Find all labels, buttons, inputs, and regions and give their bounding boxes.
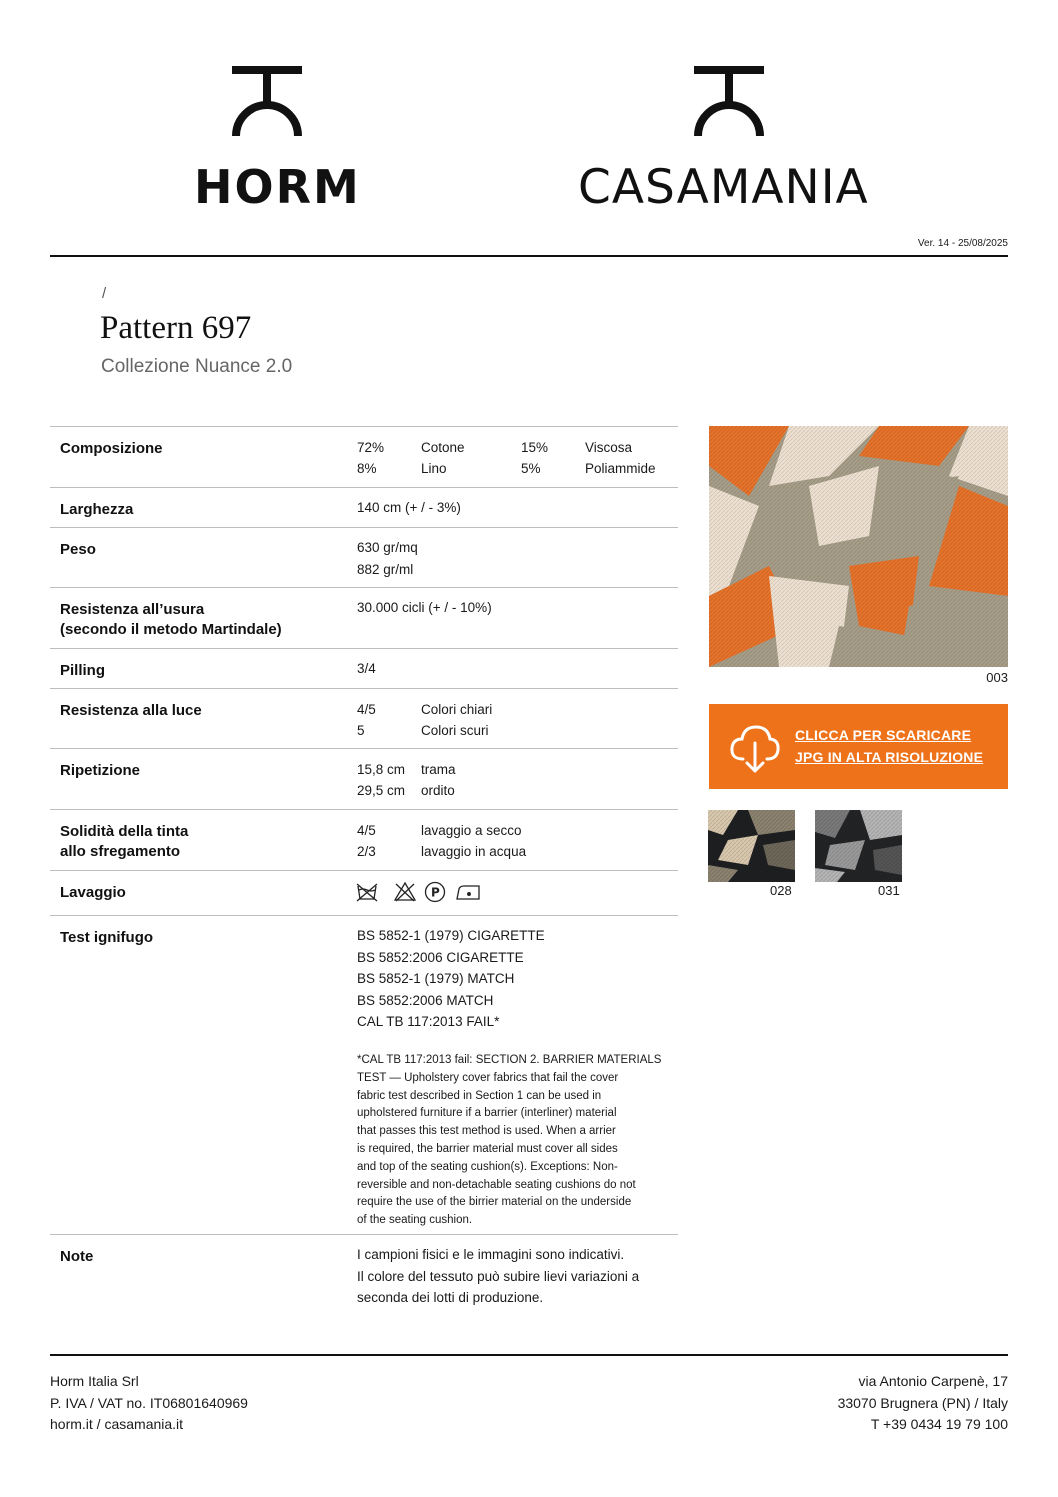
spec-value: Cotone (421, 440, 465, 455)
footnote-line: upholstered furniture if a barrier (interliner) material (357, 1107, 617, 1120)
spec-value: 882 gr/ml (357, 562, 414, 577)
spec-label: Pilling (60, 662, 105, 679)
fire-test-item: BS 5852-1 (1979) CIGARETTE (357, 928, 545, 943)
spec-value: 3/4 (357, 661, 376, 676)
spec-label-line: Resistenza all’usura (60, 601, 205, 618)
spec-value: 29,5 cm (357, 783, 406, 798)
no-wash-icon (357, 884, 377, 901)
spec-label (60, 600, 282, 640)
iron-low-icon (457, 886, 479, 899)
spec-row-ignifugo (50, 915, 678, 1235)
spec-label (60, 822, 188, 862)
fire-test-item: BS 5852:2006 MATCH (357, 992, 494, 1008)
spec-label: Ripetizione (60, 762, 141, 779)
cloud-download-icon (729, 721, 781, 775)
horm-logo-mark-icon (232, 66, 302, 138)
spec-label: Test ignifugo (60, 929, 154, 946)
note-line: seconda dei lotti di produzione. (357, 1290, 544, 1305)
footer-company-info (50, 1371, 248, 1436)
collection-subtitle: Collezione Nuance 2.0 (101, 356, 293, 377)
spec-row-luce (50, 688, 678, 749)
no-bleach-icon (395, 883, 415, 901)
spec-value: Colori chiari (421, 702, 493, 717)
footnote-line: is required, the barrier material must cover all sides (357, 1142, 618, 1155)
spec-value: lavaggio in acqua (421, 844, 527, 859)
spec-label-line: (secondo il metodo Martindale) (60, 621, 282, 638)
spec-row-ripetizione (50, 748, 678, 810)
spec-row-larghezza (50, 487, 678, 528)
spec-value: Lino (421, 461, 447, 476)
spec-value: 15,8 cm (357, 762, 406, 777)
spec-label: Lavaggio (60, 884, 126, 901)
spec-value: 5% (521, 461, 541, 476)
page-title: Pattern 697 (100, 310, 252, 346)
spec-label: Composizione (60, 440, 163, 457)
fabric-swatch-031[interactable] (815, 810, 902, 882)
version-label: Ver. 14 - 25/08/2025 (917, 238, 1008, 249)
footnote-line: and top of the seating cushion(s). Exceptions: Non- (357, 1160, 618, 1173)
footnote-line: of the seating cushion. (357, 1214, 473, 1227)
download-label-line[interactable]: JPG IN ALTA RISOLUZIONE (795, 749, 984, 765)
fire-test-item: BS 5852-1 (1979) MATCH (357, 971, 515, 986)
swatch-code: 028 (770, 883, 792, 898)
vat-number: P. IVA / VAT no. IT06801640969 (50, 1394, 248, 1411)
company-name: Horm Italia Srl (50, 1373, 139, 1389)
footnote-line: require the use of the birrier material on the underside (357, 1196, 632, 1209)
spec-value: 5 (357, 723, 365, 738)
spec-label: Note (60, 1248, 94, 1265)
spec-value: lavaggio a secco (421, 823, 522, 838)
footnote-line: reversible and non-detachable seating cushions do not (357, 1178, 636, 1191)
note-line: Il colore del tessuto può subire lievi variazioni a (357, 1268, 640, 1284)
footnote-line: TEST — Upholstery cover fabrics that fail the cover (357, 1071, 619, 1084)
spec-row-pilling (50, 648, 678, 689)
note-line: I campioni fisici e le immagini sono indicativi. (357, 1247, 625, 1262)
fabric-swatch-028[interactable] (708, 810, 795, 882)
spec-value: 72% (357, 440, 385, 455)
download-hires-button[interactable] (709, 704, 1008, 789)
spec-value: ordito (421, 783, 455, 798)
fire-test-item: BS 5852:2006 CIGARETTE (357, 949, 524, 965)
swatch-code: 003 (986, 670, 1008, 685)
spec-label-line: allo sfregamento (60, 843, 181, 860)
spec-value: 2/3 (357, 844, 376, 859)
street-address: via Antonio Carpenè, 17 (858, 1373, 1008, 1389)
spec-value: 30.000 cicli (+ / - 10%) (357, 600, 492, 615)
horm-brand-name: HORM (194, 160, 361, 214)
fire-test-footnote (357, 1052, 675, 1230)
footer-divider (50, 1354, 1008, 1356)
fabric-swatch-003[interactable] (709, 426, 1008, 667)
spec-label-line: Solidità della tinta (60, 823, 189, 840)
download-label-line[interactable]: CLICCA PER SCARICARE (795, 727, 972, 743)
spec-value: Colori scuri (421, 723, 489, 738)
website-links[interactable]: horm.it / casamania.it (50, 1416, 184, 1432)
spec-value: 8% (357, 461, 377, 476)
spec-label: Larghezza (60, 501, 134, 518)
fire-test-item: CAL TB 117:2013 FAIL* (357, 1014, 500, 1029)
spec-row-note (50, 1234, 678, 1315)
phone-number: T +39 0434 19 79 100 (870, 1416, 1008, 1432)
spec-value: 630 gr/mq (357, 540, 418, 555)
spec-row-lavaggio (50, 870, 678, 916)
spec-label: Resistenza alla luce (60, 702, 202, 719)
care-icons (356, 881, 486, 903)
spec-value: 4/5 (357, 823, 376, 838)
spec-row-solidita (50, 809, 678, 871)
spec-value: 4/5 (357, 702, 376, 717)
footer-address (838, 1371, 1008, 1436)
footnote-line: fabric test described in Section 1 can be used in (357, 1089, 602, 1102)
footnote-line: that passes this test method is used. When a arrier (357, 1125, 616, 1138)
city-address: 33070 Brugnera (PN) / Italy (837, 1394, 1008, 1411)
spec-label: Peso (60, 541, 96, 558)
casamania-brand-name: CASAMANIA (578, 160, 869, 215)
swatch-code: 031 (878, 883, 900, 898)
spec-row-usura (50, 587, 678, 649)
spec-row-composizione (50, 426, 678, 488)
breadcrumb-slash: / (102, 285, 107, 302)
svg-text:P: P (431, 885, 440, 900)
footnote-line: *CAL TB 117:2013 fail: SECTION 2. BARRIER MATERIALS (357, 1054, 662, 1066)
download-label[interactable] (795, 724, 983, 768)
spec-value: 140 cm (+ / - 3%) (357, 500, 461, 515)
header-divider (50, 255, 1008, 257)
spec-value: Poliammide (585, 461, 656, 476)
spec-value: trama (421, 762, 456, 777)
spec-value: Viscosa (585, 440, 633, 455)
casamania-logo-mark-icon (694, 66, 764, 138)
dry-clean-p-icon (426, 883, 445, 902)
spec-row-peso (50, 527, 678, 588)
spec-value: 15% (521, 440, 549, 455)
